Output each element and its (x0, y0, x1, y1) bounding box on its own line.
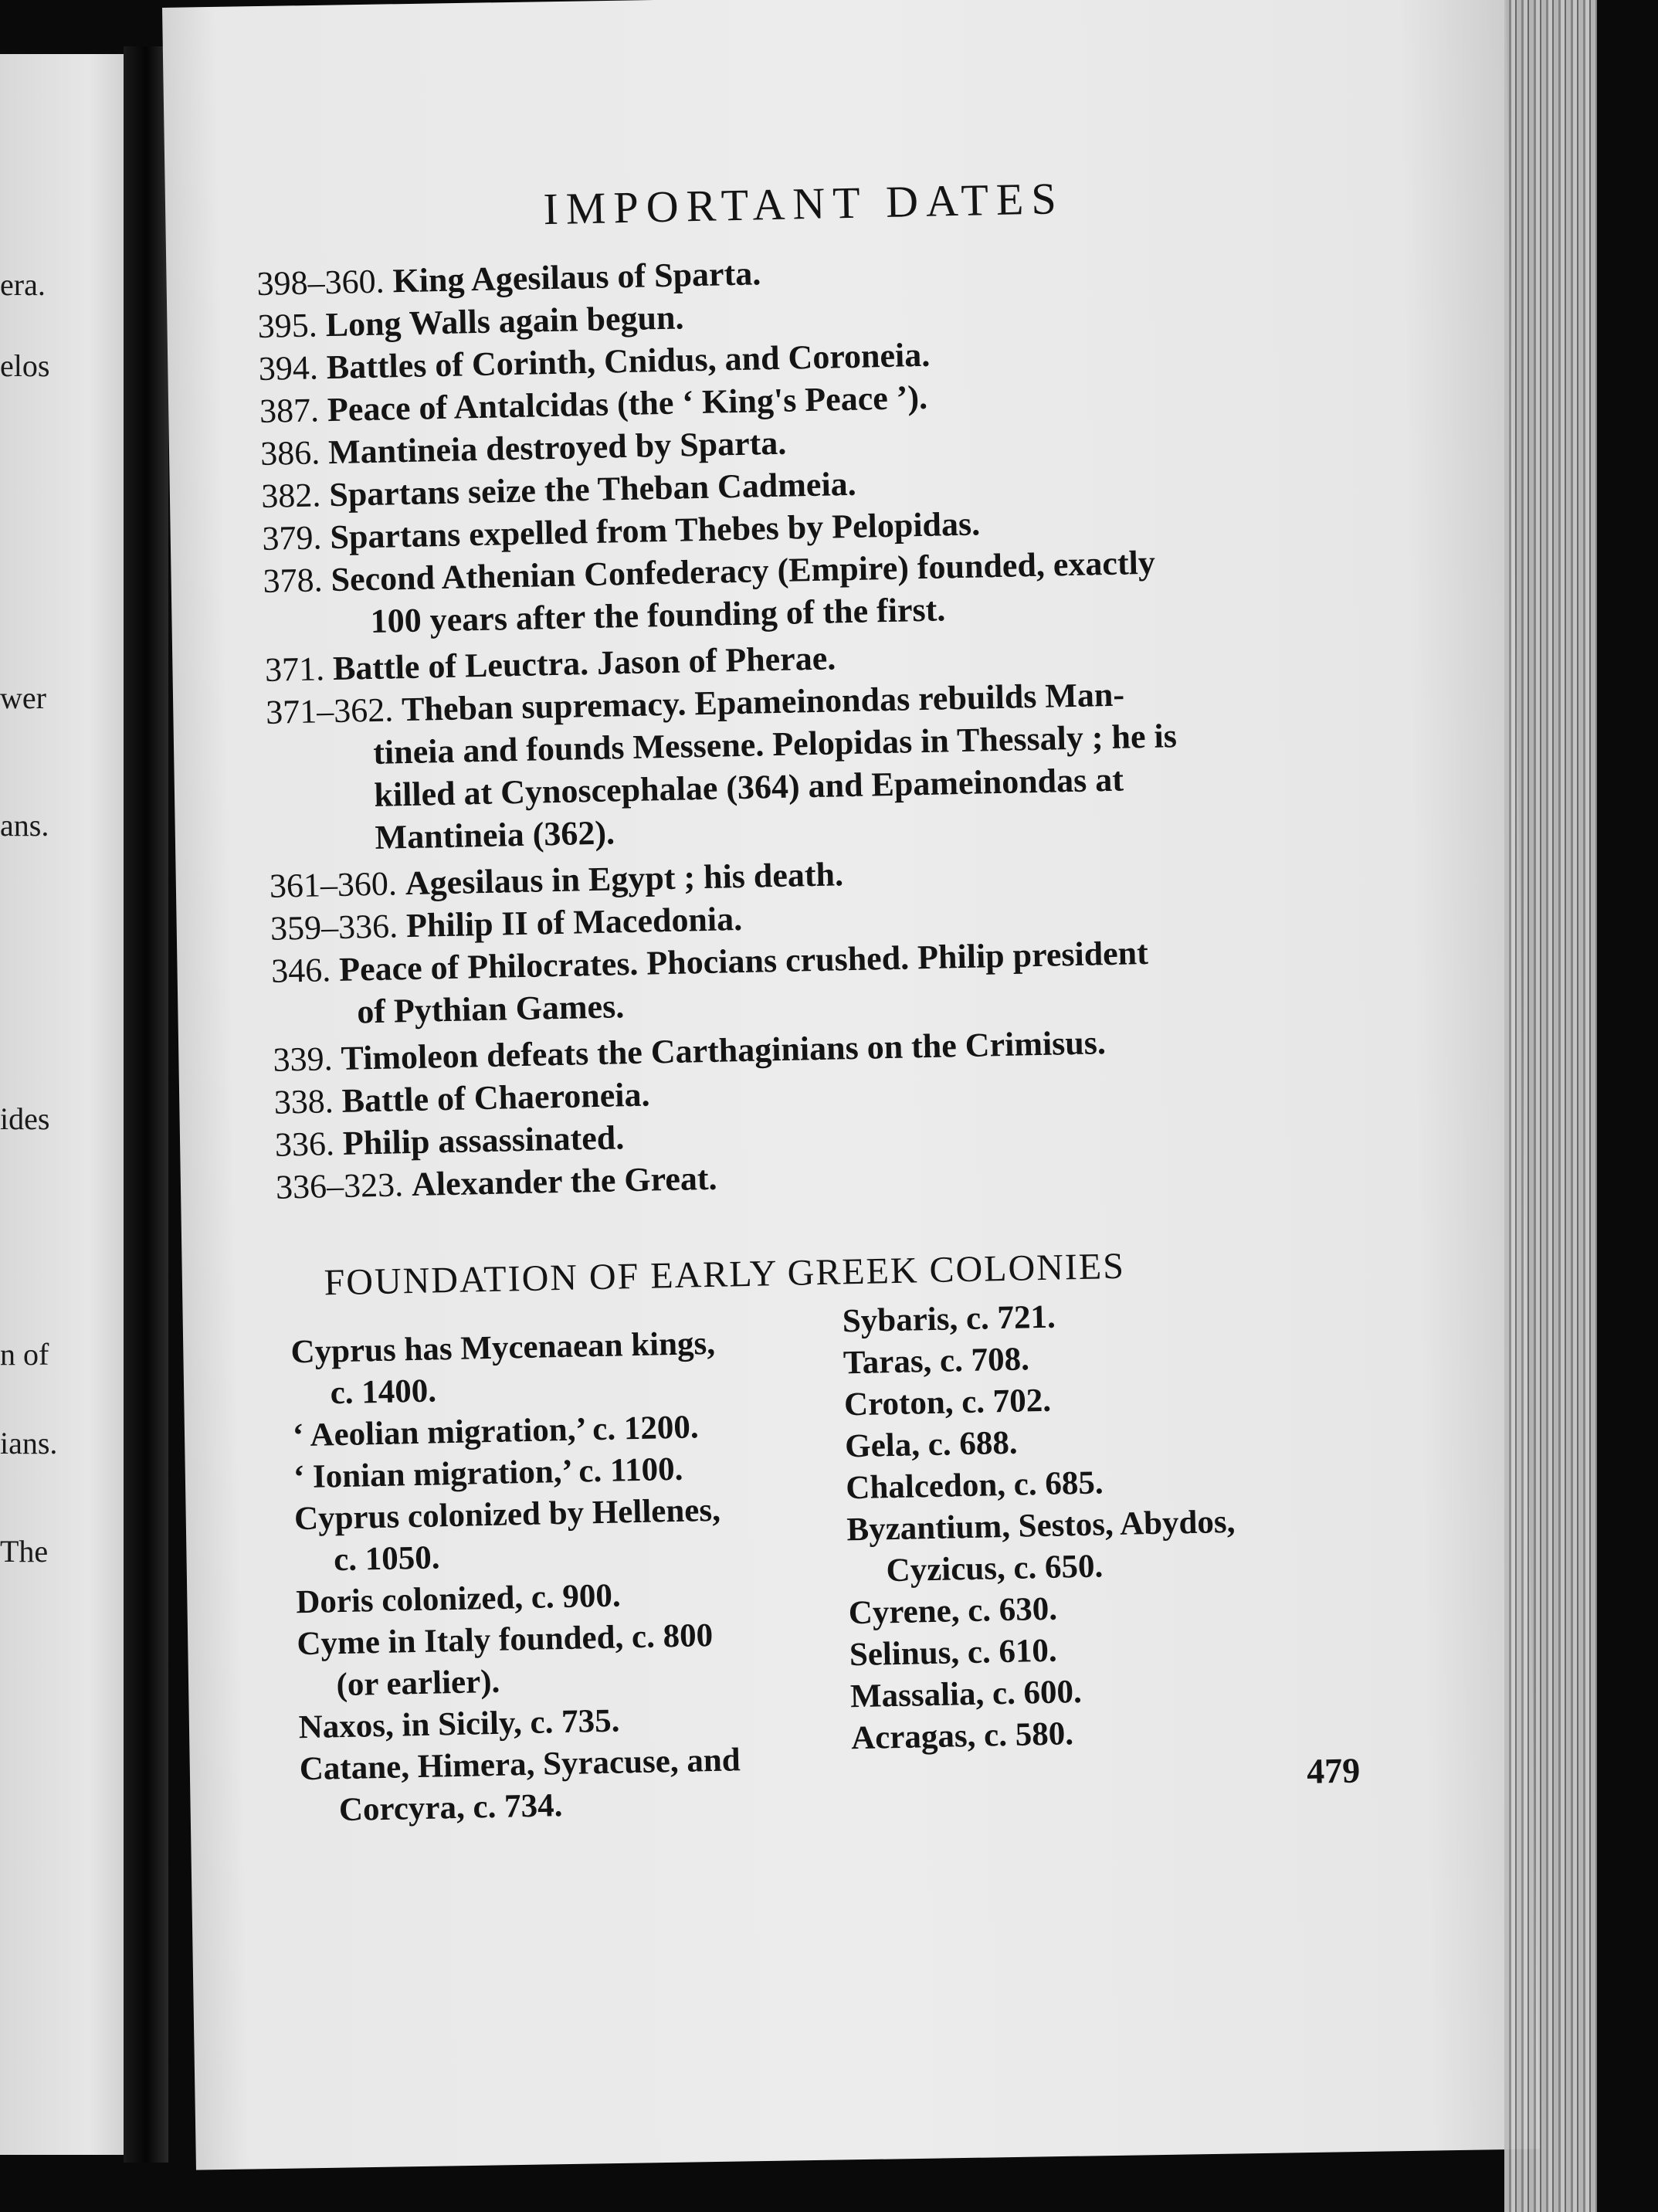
page-content (255, 167, 1370, 1827)
colonies-left-column (290, 1321, 841, 1833)
date-year: 371. (264, 650, 325, 689)
date-year: 339. (273, 1040, 334, 1079)
colony-text: Cyprus colonized by Hellenes, (293, 1491, 721, 1538)
date-year: 359–336. (270, 907, 398, 948)
colony-text: Taras, c. 708. (843, 1341, 1030, 1382)
colony-text: Chalcedon, c. 685. (845, 1464, 1104, 1507)
colony-text-continuation: c. 1050. (333, 1539, 440, 1579)
date-event: Philip II of Macedonia. (405, 899, 743, 945)
colony-entry (297, 1613, 839, 1708)
date-event: Battles of Corinth, Cnidus, and Coroneia. (326, 335, 931, 387)
colony-text-continuation: Cyzicus, c. 650. (886, 1548, 1104, 1589)
date-event: Philip assassinated. (342, 1118, 625, 1162)
colony-text: Croton, c. 702. (843, 1382, 1052, 1423)
date-event: Second Athenian Confederacy (Empire) founded, exactly (331, 543, 1156, 599)
colony-text-continuation: (or earlier). (336, 1663, 500, 1704)
date-event: King Agesilaus of Sparta. (392, 254, 761, 300)
date-event: Battle of Leuctra. Jason of Pherae. (332, 639, 836, 688)
date-year: 394. (258, 348, 319, 388)
date-year: 378. (263, 561, 324, 600)
date-year: 387. (259, 391, 320, 430)
colony-text: Naxos, in Sicily, c. 735. (298, 1702, 620, 1746)
date-event: Spartans expelled from Thebes by Pelopidas. (329, 504, 981, 557)
date-event: Peace of Antalcidas (the ‘ King's Peace ’). (327, 378, 928, 429)
date-event: Battle of Chaeroneia. (341, 1075, 650, 1120)
colony-entry (294, 1488, 836, 1583)
colonies-right-column (842, 1290, 1376, 1759)
date-entry (266, 669, 1350, 861)
left-page-fragment: wer (0, 680, 46, 715)
colony-text: Catane, Himera, Syracuse, and (299, 1742, 741, 1788)
colony-text: Cyrene, c. 630. (848, 1590, 1058, 1632)
left-page-fragment: n of (0, 1337, 49, 1372)
colony-text: Cyme in Italy founded, c. 800 (296, 1617, 714, 1663)
date-event: Agesilaus in Egypt ; his death. (405, 855, 844, 903)
date-year: 386. (259, 433, 320, 473)
colony-text: Sybaris, c. 721. (842, 1298, 1056, 1340)
date-event-continuation: of Pythian Games. (356, 987, 625, 1031)
colony-entry (290, 1321, 832, 1416)
date-year: 395. (257, 306, 318, 345)
date-year: 346. (270, 951, 331, 990)
date-event: Timoleon defeats the Carthaginians on the Crimisus. (341, 1023, 1107, 1077)
left-facing-page (0, 54, 127, 2155)
date-year: 361–360. (269, 864, 398, 905)
date-event: Theban supremacy. Epameinondas rebuilds Man- (401, 675, 1125, 729)
left-page-fragment: elos (0, 348, 50, 383)
colony-text: Cyprus has Mycenaean kings, (290, 1325, 716, 1371)
date-year: 336–323. (275, 1165, 404, 1206)
date-year: 338. (273, 1082, 334, 1121)
left-page-fragment: ides (0, 1101, 50, 1136)
colony-entry (846, 1498, 1373, 1593)
left-page-fragment: era. (0, 267, 46, 302)
date-year: 371–362. (265, 690, 394, 731)
page-title: IMPORTANT DATES (542, 173, 1065, 235)
colony-text: ‘ Ionian migration,’ c. 1100. (293, 1450, 683, 1496)
colony-text: Byzantium, Sestos, Abydos, (846, 1503, 1236, 1549)
left-page-fragment: ians. (0, 1426, 58, 1461)
left-page-fragment: The (0, 1534, 49, 1569)
colony-text: Selinus, c. 610. (849, 1632, 1058, 1674)
date-event: Peace of Philocrates. Phocians crushed. Philip president (338, 933, 1149, 989)
left-page-fragment: ans. (0, 808, 49, 843)
date-event: Long Walls again begun. (325, 298, 684, 344)
colony-text-continuation: Corcyra, c. 734. (338, 1787, 563, 1829)
date-year: 336. (274, 1125, 335, 1164)
colony-text-continuation: c. 1400. (330, 1372, 437, 1412)
date-year: 398–360. (256, 262, 385, 303)
date-event: Spartans seize the Theban Cadmeia. (328, 464, 857, 514)
date-event-continuation: 100 years after the founding of the first. (370, 590, 946, 640)
date-event: Alexander the Great. (411, 1159, 717, 1204)
colony-text: Gela, c. 688. (844, 1424, 1019, 1465)
colony-text: ‘ Aeolian migration,’ c. 1200. (292, 1409, 700, 1454)
colonies-title: FOUNDATION OF EARLY GREEK COLONIES (324, 1245, 1126, 1304)
colony-text: Doris colonized, c. 900. (295, 1577, 622, 1621)
page-edges (1504, 0, 1597, 2212)
page-number: 479 (1306, 1750, 1361, 1791)
book-gutter (124, 46, 168, 2163)
colony-text: Acragas, c. 580. (850, 1715, 1074, 1757)
date-event-continuation: tineia and founds Messene. Pelopidas in Thessaly ; he is killed at Cynoscephalae (364) and Epameinondas at Mantineia (362). (372, 717, 1178, 857)
date-year: 382. (260, 476, 321, 515)
date-event: Mantineia destroyed by Sparta. (327, 423, 787, 472)
date-year: 379. (261, 518, 322, 558)
colony-entry (299, 1738, 841, 1833)
colony-text: Massalia, c. 600. (849, 1674, 1083, 1715)
